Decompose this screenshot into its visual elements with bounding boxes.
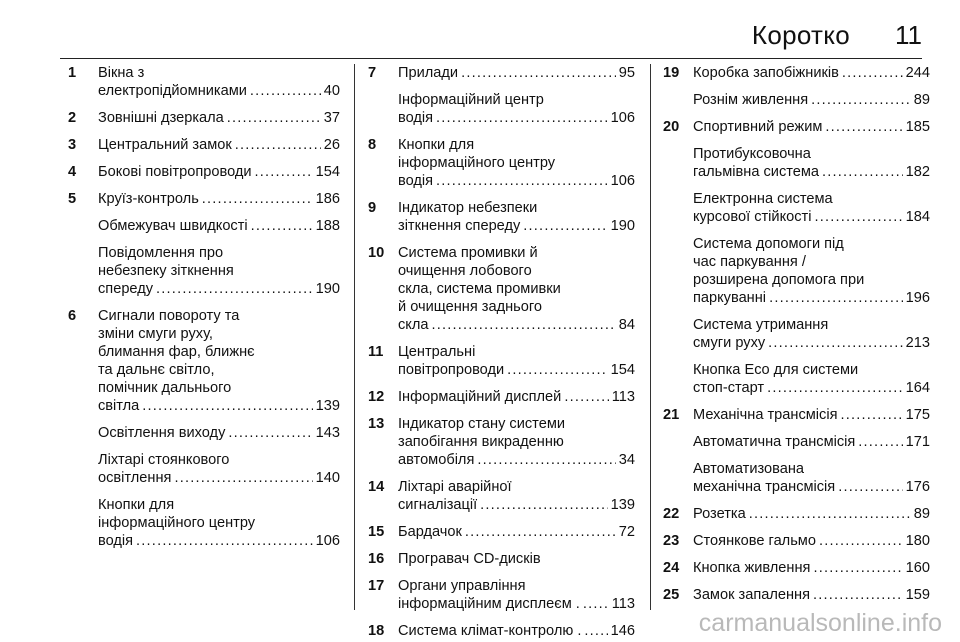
legend-entry: [370, 64, 635, 82]
entry-text: Кнопки для: [98, 497, 175, 513]
entry-text: інформаційним дисплеєм .: [398, 596, 580, 612]
dot-leader: [156, 280, 313, 298]
entry-page-ref: 95: [618, 65, 635, 81]
legend-entry: [70, 190, 340, 208]
entry-text: Індикатор небезпеки: [398, 200, 538, 216]
entry-text: Розетка: [693, 506, 746, 522]
column-divider: [354, 64, 355, 610]
page-header: [0, 0, 960, 56]
legend-entry: [370, 343, 635, 379]
entry-text: та дальнє світло,: [98, 362, 215, 378]
legend-entry: [70, 244, 340, 298]
entry-text: Зовнішні дзеркала: [98, 110, 224, 126]
legend-entry: [665, 235, 930, 307]
entry-page-ref: 140: [315, 470, 340, 486]
entry-text: курсової стійкості: [693, 209, 812, 225]
entry-number: 15: [368, 524, 385, 540]
dot-leader: [227, 109, 321, 127]
entry-page-ref: 185: [905, 119, 930, 135]
entry-text: запобігання викраденню: [398, 434, 564, 450]
entry-page-ref: 84: [618, 317, 635, 333]
entry-number: 5: [68, 191, 77, 207]
entry-page-ref: 176: [905, 479, 930, 495]
page-footer: [0, 608, 960, 642]
dot-leader: [477, 451, 615, 469]
dot-leader: [767, 379, 903, 397]
entry-text: Стоянкове гальмо: [693, 533, 816, 549]
entry-text: Коробка запобіжників: [693, 65, 839, 81]
entry-page-ref: 113: [611, 596, 635, 612]
entry-text: Прилади: [398, 65, 459, 81]
legend-entry: [665, 559, 930, 577]
entry-text: Центральний замок: [98, 137, 232, 153]
entry-number: 22: [663, 506, 680, 522]
entry-text: повітропроводи: [398, 362, 505, 378]
entry-number: 25: [663, 587, 680, 603]
entry-page-ref: 196: [905, 290, 930, 306]
entry-text: Бокові повітропроводи: [98, 164, 252, 180]
dot-leader: [142, 397, 312, 415]
legend-entry: [70, 451, 340, 487]
dot-leader: [251, 217, 313, 235]
entry-page-ref: 72: [618, 524, 635, 540]
legend-entry: [370, 199, 635, 235]
legend-entry: [370, 91, 635, 127]
dot-leader: [461, 64, 616, 82]
dot-leader: [523, 217, 607, 235]
dot-leader: [841, 406, 903, 424]
dot-leader: [813, 559, 902, 577]
entry-number: 21: [663, 407, 680, 423]
legend-entry: [370, 415, 635, 469]
entry-number: 11: [368, 344, 384, 360]
entry-text: блимання фар, ближнє: [98, 344, 255, 360]
entry-number: 4: [68, 164, 77, 180]
entry-page-ref: 143: [315, 425, 340, 441]
legend-entry: [70, 64, 340, 100]
dot-leader: [202, 190, 313, 208]
entry-number: 1: [68, 65, 77, 81]
entry-text: водія: [398, 110, 434, 126]
dot-leader: [174, 469, 312, 487]
entry-text: час паркування /: [693, 254, 806, 270]
entry-text: скла: [398, 317, 429, 333]
entry-page-ref: 190: [315, 281, 340, 297]
entry-page-ref: 139: [610, 497, 635, 513]
legend-entry: [665, 406, 930, 424]
entry-page-ref: 113: [611, 389, 635, 405]
dot-leader: [235, 136, 321, 154]
entry-text: автомобіля: [398, 452, 475, 468]
legend-entry: [665, 433, 930, 451]
legend-entry: [665, 118, 930, 136]
legend-entry: [70, 424, 340, 442]
entry-text: зміни смуги руху,: [98, 326, 213, 342]
entry-text: Програвач CD-дисків: [398, 551, 541, 567]
entry-number: 10: [368, 245, 385, 261]
legend-column-3: [665, 64, 930, 610]
entry-number: 7: [368, 65, 377, 81]
legend-entry: [70, 109, 340, 127]
column-divider: [650, 64, 651, 610]
dot-leader: [825, 118, 902, 136]
legend-entry: [665, 190, 930, 226]
entry-text: Кнопка живлення: [693, 560, 811, 576]
entry-text: Інформаційний дисплей: [398, 389, 562, 405]
entry-page-ref: 159: [905, 587, 930, 603]
entry-page-ref: 106: [610, 173, 635, 189]
legend-entry: [70, 163, 340, 181]
entry-page-ref: 164: [905, 380, 930, 396]
legend-entry: [665, 316, 930, 352]
legend-entry: [665, 91, 930, 109]
dot-leader: [814, 208, 902, 226]
entry-number: 17: [368, 578, 385, 594]
entry-text: й очищення заднього: [398, 299, 543, 315]
entry-text: Круїз-контроль: [98, 191, 199, 207]
dot-leader: [436, 109, 608, 127]
entry-number: 16: [368, 551, 385, 567]
entry-text: зіткнення спереду: [398, 218, 521, 234]
legend-entry: [665, 145, 930, 181]
entry-text: Сигнали повороту та: [98, 308, 240, 324]
entry-text: Протибуксовочна: [693, 146, 811, 162]
entry-number: 13: [368, 416, 385, 432]
entry-number: 23: [663, 533, 680, 549]
entry-text: Обмежувач швидкості: [98, 218, 248, 234]
legend-entry: [70, 307, 340, 415]
page-number: 11: [895, 20, 922, 50]
dot-leader: [838, 478, 902, 496]
entry-text: Замок запалення: [693, 587, 810, 603]
dot-leader: [507, 361, 608, 379]
entry-page-ref: 34: [618, 452, 635, 468]
entry-text: Електронна система: [693, 191, 833, 207]
entry-text: Освітлення виходу: [98, 425, 226, 441]
entry-text: механічна трансмісія: [693, 479, 836, 495]
dot-leader: [769, 289, 903, 307]
legend-entry: [70, 496, 340, 550]
entry-text: Механічна трансмісія: [693, 407, 838, 423]
dot-leader: [431, 316, 615, 334]
entry-number: 19: [663, 65, 680, 81]
entry-text: інформаційного центру: [398, 155, 556, 171]
entry-page-ref: 244: [905, 65, 930, 81]
dot-leader: [822, 163, 903, 181]
legend-entry: [70, 136, 340, 154]
entry-number: 14: [368, 479, 385, 495]
legend-entry: [370, 478, 635, 514]
entry-text: спереду: [98, 281, 154, 297]
legend-column-1: [70, 64, 340, 610]
entry-text: Вікна з: [98, 65, 145, 81]
entry-text: помічник дальнього: [98, 380, 232, 396]
entry-text: Центральні: [398, 344, 476, 360]
entry-page-ref: 89: [913, 92, 930, 108]
dot-leader: [228, 424, 312, 442]
entry-text: скла, система промивки: [398, 281, 561, 297]
dot-leader: [480, 496, 607, 514]
entry-page-ref: 182: [905, 164, 930, 180]
entry-page-ref: 40: [323, 83, 340, 99]
entry-text: Система допомоги під: [693, 236, 844, 252]
entry-text: Індикатор стану системи: [398, 416, 566, 432]
entry-text: Автоматизована: [693, 461, 804, 477]
entry-text: Система промивки й: [398, 245, 538, 261]
legend-entry: [370, 136, 635, 190]
legend-entry: [370, 550, 635, 568]
entry-page-ref: 160: [905, 560, 930, 576]
entry-number: 20: [663, 119, 680, 135]
dot-leader: [564, 388, 608, 406]
entry-text: стоп-старт: [693, 380, 765, 396]
legend-entry: [665, 64, 930, 82]
entry-number: 18: [368, 623, 385, 639]
dot-leader: [858, 433, 902, 451]
dot-leader: [255, 163, 313, 181]
entry-text: розширена допомога при: [693, 272, 865, 288]
entry-text: водія: [398, 173, 434, 189]
entry-page-ref: 146: [610, 623, 635, 639]
dot-leader: [842, 64, 903, 82]
entry-page-ref: 26: [323, 137, 340, 153]
entry-page-ref: 213: [905, 335, 930, 351]
legend-entry: [370, 244, 635, 334]
entry-text: Спортивний режим: [693, 119, 823, 135]
dot-leader: [436, 172, 608, 190]
dot-leader: [136, 532, 313, 550]
legend-entry: [370, 388, 635, 406]
entry-page-ref: 139: [315, 398, 340, 414]
header-rule: [60, 58, 922, 59]
entry-page-ref: 106: [610, 110, 635, 126]
dot-leader: [749, 505, 911, 523]
entry-text: Система клімат-контролю .: [398, 623, 582, 639]
legend-entry: [665, 586, 930, 604]
entry-text: електропідйомниками: [98, 83, 247, 99]
entry-text: світла: [98, 398, 140, 414]
entry-page-ref: 175: [905, 407, 930, 423]
entry-text: небезпеку зіткнення: [98, 263, 234, 279]
watermark: carmanualsonline.info: [698, 609, 942, 637]
entry-text: Бардачок: [398, 524, 462, 540]
dot-leader: [768, 334, 902, 352]
entry-text: Кнопки для: [398, 137, 475, 153]
entry-number: 2: [68, 110, 77, 126]
dot-leader: [813, 586, 903, 604]
dot-leader: [819, 532, 903, 550]
entry-text: Ліхтарі стоянкового: [98, 452, 230, 468]
entry-text: смуги руху: [693, 335, 766, 351]
entry-page-ref: 89: [913, 506, 930, 522]
entry-number: 3: [68, 137, 77, 153]
legend-column-2: [368, 64, 635, 639]
entry-number: 9: [368, 200, 377, 216]
legend-entry: [665, 460, 930, 496]
entry-text: Автоматична трансмісія: [693, 434, 856, 450]
entry-text: Система утримання: [693, 317, 829, 333]
entry-page-ref: 190: [610, 218, 635, 234]
entry-text: Інформаційний центр: [398, 92, 544, 108]
entry-page-ref: 37: [323, 110, 340, 126]
entry-number: 6: [68, 308, 77, 324]
entry-text: очищення лобового: [398, 263, 532, 279]
entry-page-ref: 154: [315, 164, 340, 180]
entry-text: водія: [98, 533, 134, 549]
dot-leader: [811, 91, 911, 109]
legend-entry: [665, 361, 930, 397]
entry-text: сигналізації: [398, 497, 478, 513]
entry-text: Ліхтарі аварійної: [398, 479, 512, 495]
entry-text: освітлення: [98, 470, 172, 486]
entry-number: 8: [368, 137, 377, 153]
entry-page-ref: 186: [315, 191, 340, 207]
legend-entry: [370, 523, 635, 541]
dot-leader: [465, 523, 616, 541]
entry-text: Органи управління: [398, 578, 526, 594]
dot-leader: [250, 82, 321, 100]
legend-entry: [665, 532, 930, 550]
entry-page-ref: 106: [315, 533, 340, 549]
page-title: Коротко: [751, 20, 850, 50]
entry-text: Кнопка Eco для системи: [693, 362, 859, 378]
entry-text: Повідомлення про: [98, 245, 224, 261]
legend-entry: [70, 217, 340, 235]
entry-number: 12: [368, 389, 385, 405]
entry-page-ref: 188: [315, 218, 340, 234]
entry-page-ref: 180: [905, 533, 930, 549]
entry-page-ref: 154: [610, 362, 635, 378]
entry-text: паркуванні: [693, 290, 767, 306]
entry-number: 24: [663, 560, 680, 576]
entry-page-ref: 184: [905, 209, 930, 225]
legend-entry: [665, 505, 930, 523]
entry-text: гальмівна система: [693, 164, 820, 180]
entry-text: Рознім живлення: [693, 92, 809, 108]
entry-text: інформаційного центру: [98, 515, 256, 531]
entry-page-ref: 171: [905, 434, 930, 450]
